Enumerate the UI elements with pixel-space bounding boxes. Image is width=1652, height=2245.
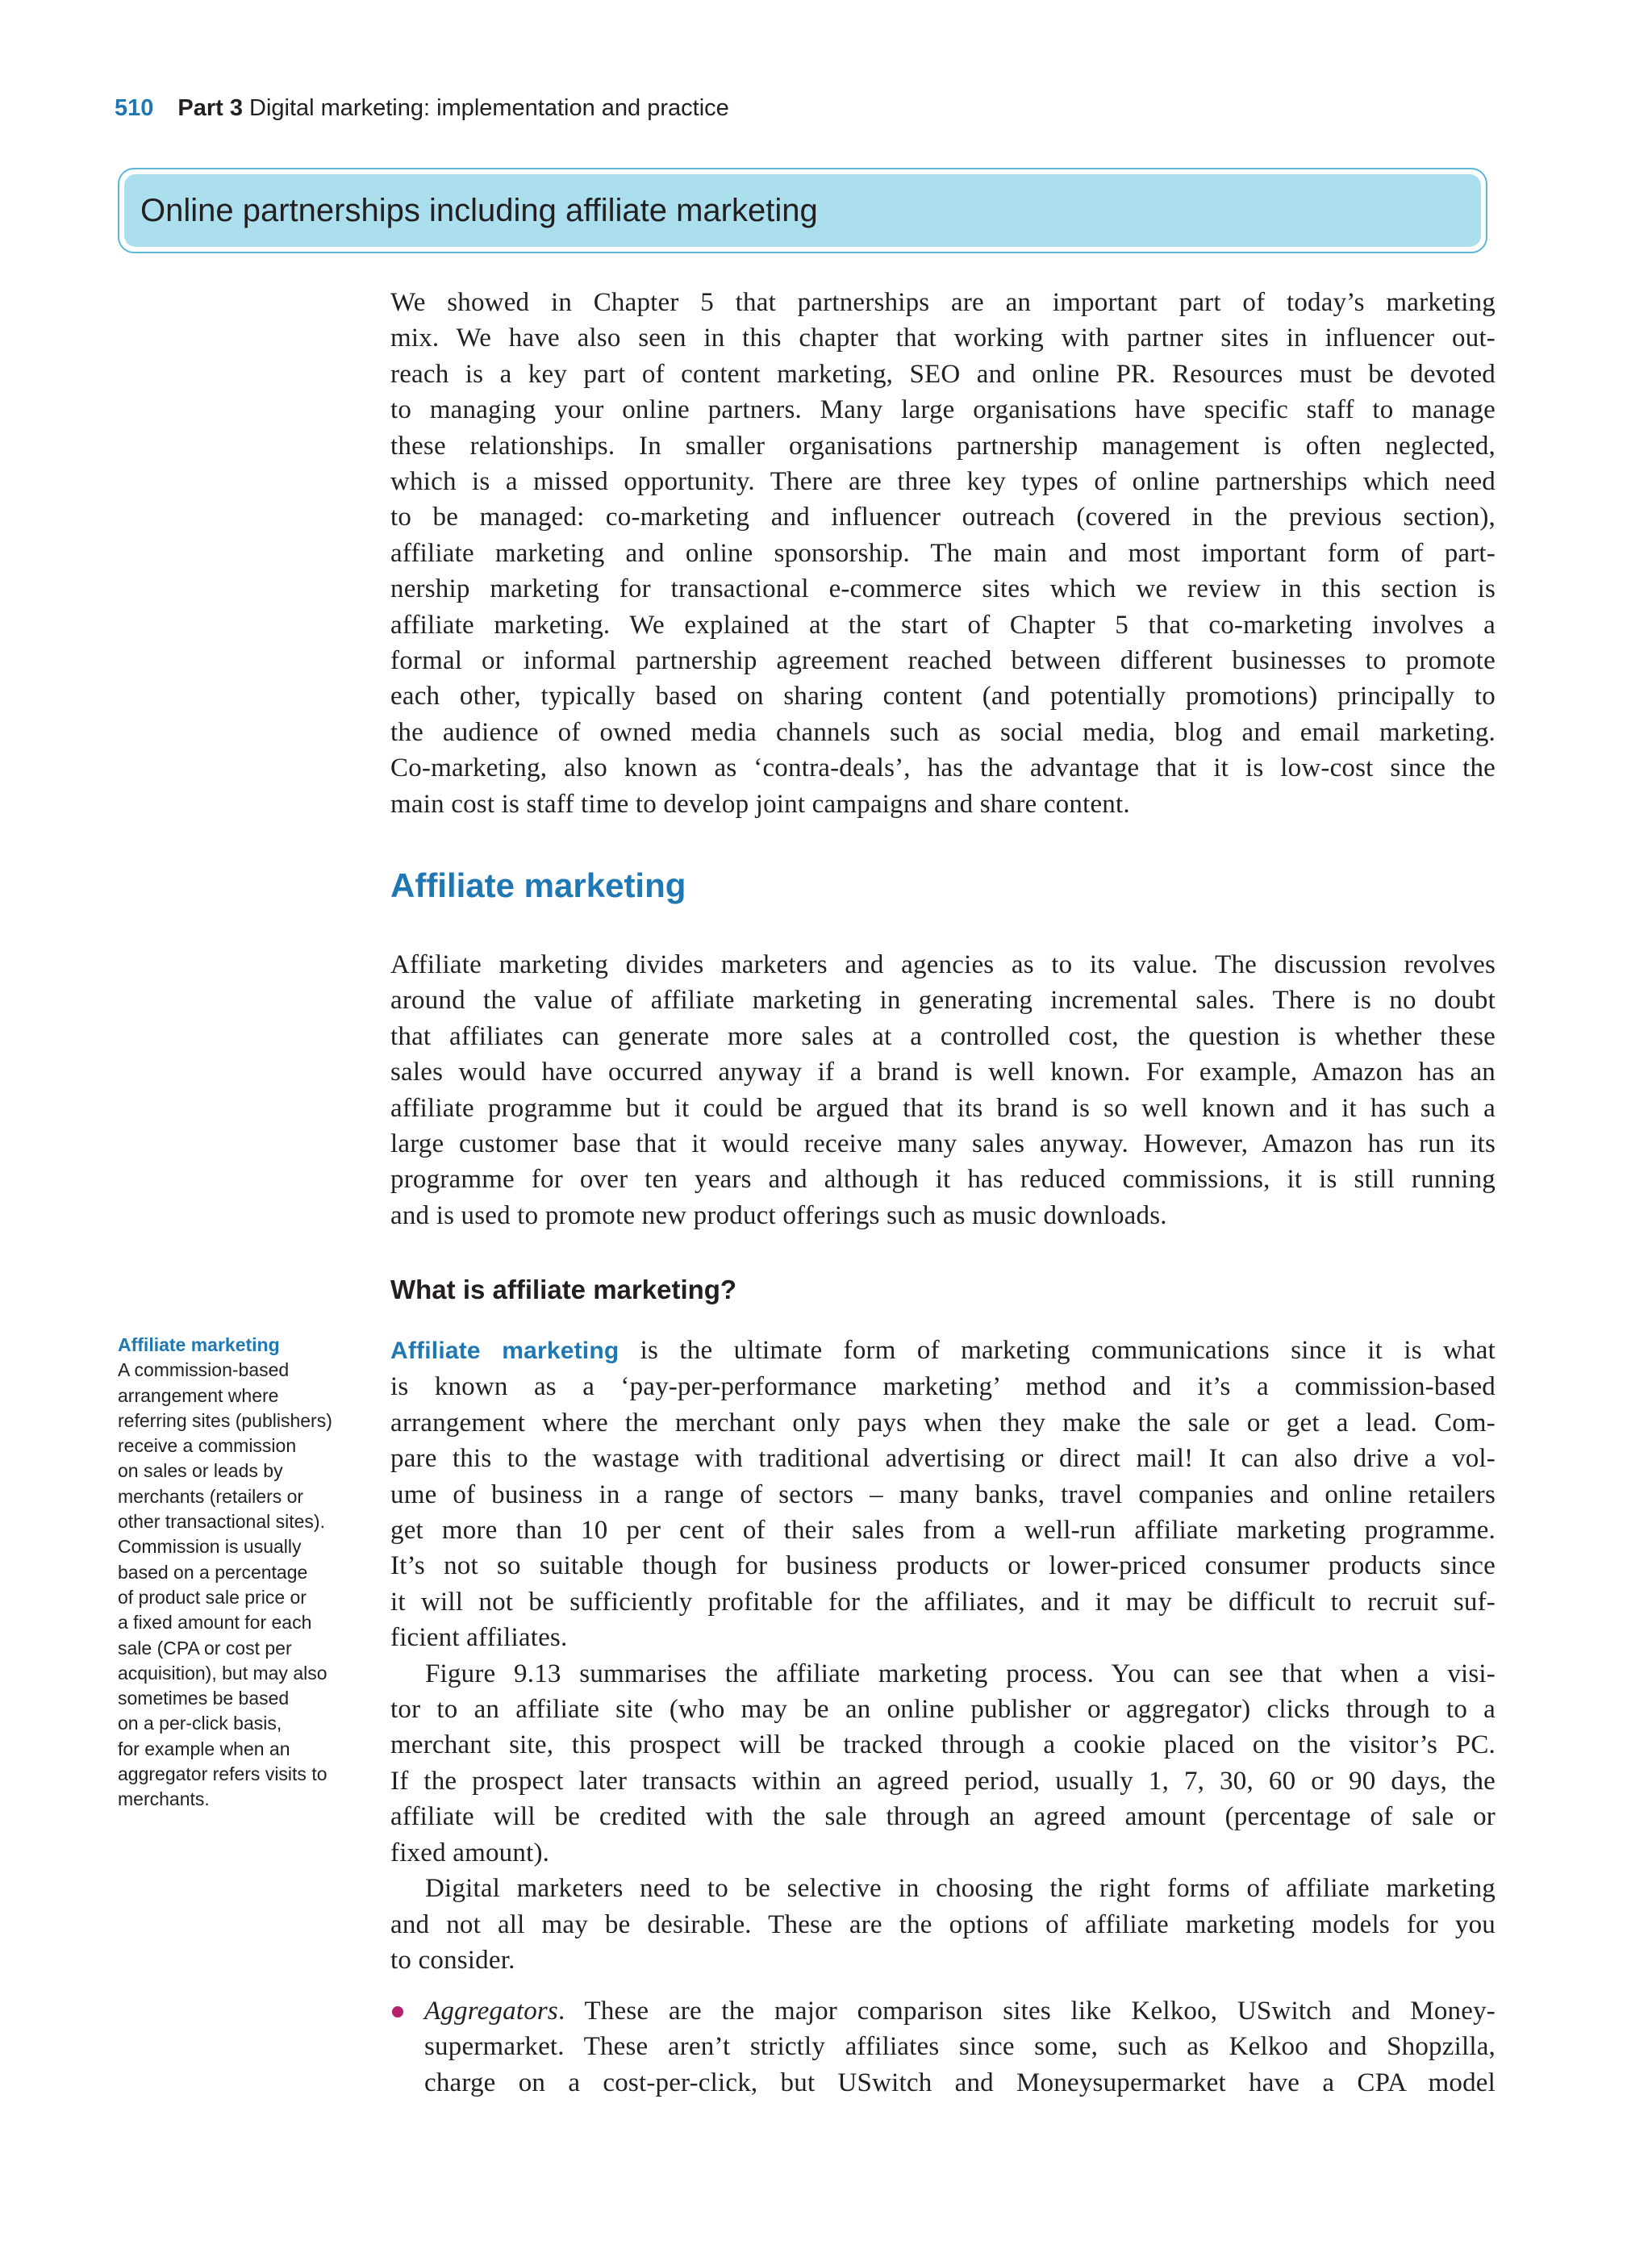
text-line: nership marketing for transactional e-commerce sites which we review in this section is	[390, 574, 1496, 604]
text-line: to consider.	[390, 1945, 515, 1975]
margin-line: merchants (retailers or	[118, 1485, 304, 1507]
text-line: each other, typically based on sharing content (and potentially promotions) principally to	[390, 682, 1496, 711]
text-line: reach is a key part of content marketing, SEO and online PR. Resources must be devoted	[390, 359, 1496, 389]
text-line: It’s not so suitable though for business products or lower-priced consumer products since	[390, 1551, 1496, 1581]
bullet-dot-icon	[392, 2006, 403, 2018]
part-title: Digital marketing: implementation and practice	[249, 95, 729, 121]
heading-what-is-affiliate-marketing: What is affiliate marketing?	[390, 1275, 737, 1304]
text-line: programme for over ten years and although it has reduced commissions, it is still running	[390, 1165, 1496, 1195]
text-line: arrangement where the merchant only pays when they make the sale or get a lead. Com-	[390, 1408, 1496, 1438]
text-line: pare this to the wastage with traditional advertising or direct mail! It can also drive a vol-	[390, 1444, 1496, 1474]
text-line	[390, 1333, 1496, 1369]
margin-line: sale (CPA or cost per	[118, 1637, 292, 1659]
margin-line: receive a commission	[118, 1435, 297, 1457]
text-line: to managing your online partners. Many large organisations have specific staff to manage	[390, 395, 1496, 425]
bullet-aggregators	[424, 1993, 1496, 2101]
heading-affiliate-marketing: Affiliate marketing	[390, 866, 686, 904]
margin-line: on a per-click basis,	[118, 1713, 282, 1734]
text-line: We showed in Chapter 5 that partnerships are an important part of today’s marketing	[390, 288, 1496, 317]
text-line: affiliate marketing and online sponsorship. The main and most important form of part-	[390, 538, 1496, 568]
affiliate-paragraph	[390, 947, 1496, 1233]
margin-line: on sales or leads by	[118, 1460, 283, 1482]
margin-line: aggregator refers visits to	[118, 1763, 327, 1785]
margin-line: merchants.	[118, 1788, 210, 1810]
text-line: mix. We have also seen in this chapter that working with partner sites in influencer out-	[390, 323, 1496, 353]
text-line	[424, 1993, 1496, 2029]
text-line: tor to an affiliate site (who may be an online publisher or aggregator) clicks through to a	[390, 1695, 1496, 1725]
definition-paragraph	[390, 1333, 1496, 1978]
text-line: get more than 10 per cent of their sales from a well-run affiliate marketing programme.	[390, 1516, 1496, 1546]
margin-line: sometimes be based	[118, 1688, 290, 1709]
margin-line: other transactional sites).	[118, 1511, 325, 1533]
margin-line: of product sale price or	[118, 1586, 307, 1608]
text-line: around the value of affiliate marketing in generating incremental sales. There is no doubt	[390, 986, 1496, 1016]
text-line: that affiliates can generate more sales at a controlled cost, the question is whether these	[390, 1021, 1496, 1051]
text-line: Affiliate marketing divides marketers and agencies as to its value. The discussion revolves	[390, 950, 1496, 979]
text-line: and not all may be desirable. These are the options of affiliate marketing models for you	[390, 1909, 1496, 1939]
intro-paragraph	[390, 285, 1496, 822]
text-fragment: . These are the major comparison sites like Kelkoo, USwitch and Money-	[557, 1997, 1496, 2026]
margin-line: referring sites (publishers)	[118, 1409, 332, 1431]
margin-line: based on a percentage	[118, 1561, 308, 1583]
margin-line: acquisition), but may also	[118, 1662, 327, 1684]
margin-line: Commission is usually	[118, 1536, 302, 1558]
margin-term: Affiliate marketing	[118, 1334, 280, 1355]
part-label: Part 3	[177, 95, 243, 121]
text-fragment: is the ultimate form of marketing communications since it is what	[619, 1336, 1496, 1365]
text-line: is known as a ‘pay-per-performance marketing’ method and it’s a commission-based	[390, 1372, 1496, 1402]
section-title: Online partnerships including affiliate marketing	[140, 192, 818, 228]
text-line: charge on a cost-per-click, but USwitch and Moneysupermarket have a CPA model	[424, 2068, 1496, 2097]
margin-line: for example when an	[118, 1738, 290, 1759]
text-line: fixed amount).	[390, 1838, 550, 1867]
section-title-band	[124, 174, 1481, 247]
text-line: Figure 9.13 summarises the affiliate marketing process. You can see that when a visi-	[425, 1659, 1496, 1688]
text-line: it will not be sufficiently profitable for the affiliates, and it may be difficult to recruit suf-	[390, 1587, 1496, 1617]
margin-line: a fixed amount for each	[118, 1612, 312, 1634]
margin-line: arrangement where	[118, 1384, 279, 1406]
text-line: supermarket. These aren’t strictly affiliates since some, such as Kelkoo and Shopzilla,	[424, 2032, 1496, 2062]
text-line: affiliate marketing. We explained at the start of Chapter 5 that co-marketing involves a	[390, 610, 1496, 640]
text-line: ume of business in a range of sectors – many banks, travel companies and online retailers	[390, 1479, 1496, 1509]
text-line: affiliate will be credited with the sale through an agreed amount (percentage of sale or	[390, 1802, 1496, 1832]
text-line: If the prospect later transacts within an agreed period, usually 1, 7, 30, 60 or 90 days, the	[390, 1766, 1496, 1796]
section-title-box	[118, 168, 1487, 253]
margin-definition	[118, 1333, 352, 1813]
text-line: which is a missed opportunity. There are three key types of online partnerships which need	[390, 467, 1496, 497]
text-line: sales would have occurred anyway if a brand is well known. For example, Amazon has an	[390, 1058, 1496, 1087]
page-number: 510	[115, 95, 154, 121]
bullet-term: Aggregators	[424, 1997, 558, 2026]
key-term-affiliate-marketing: Affiliate marketing	[390, 1337, 620, 1364]
text-line: and is used to promote new product offerings such as music downloads.	[390, 1200, 1167, 1230]
text-line: merchant site, this prospect will be tracked through a cookie placed on the visitor’s PC.	[390, 1730, 1496, 1760]
text-line: Co-marketing, also known as ‘contra-deals’, has the advantage that it is low-cost since the	[390, 753, 1496, 783]
margin-line: A commission-based	[118, 1359, 290, 1381]
text-line: Digital marketers need to be selective in choosing the right forms of affiliate marketing	[425, 1874, 1496, 1904]
text-line: these relationships. In smaller organisations partnership management is often neglected,	[390, 431, 1496, 461]
text-line: large customer base that it would receive many sales anyway. However, Amazon has run its	[390, 1129, 1496, 1159]
text-line: to be managed: co-marketing and influencer outreach (covered in the previous section),	[390, 503, 1496, 532]
text-line: ficient affiliates.	[390, 1623, 568, 1653]
running-head	[115, 92, 729, 124]
text-line: the audience of owned media channels such as social media, blog and email marketing.	[390, 717, 1496, 747]
text-line: main cost is staff time to develop joint campaigns and share content.	[390, 789, 1130, 819]
text-line: formal or informal partnership agreement reached between different businesses to promote	[390, 646, 1496, 676]
text-line: affiliate programme but it could be argued that its brand is so well known and it has such a	[390, 1093, 1496, 1123]
